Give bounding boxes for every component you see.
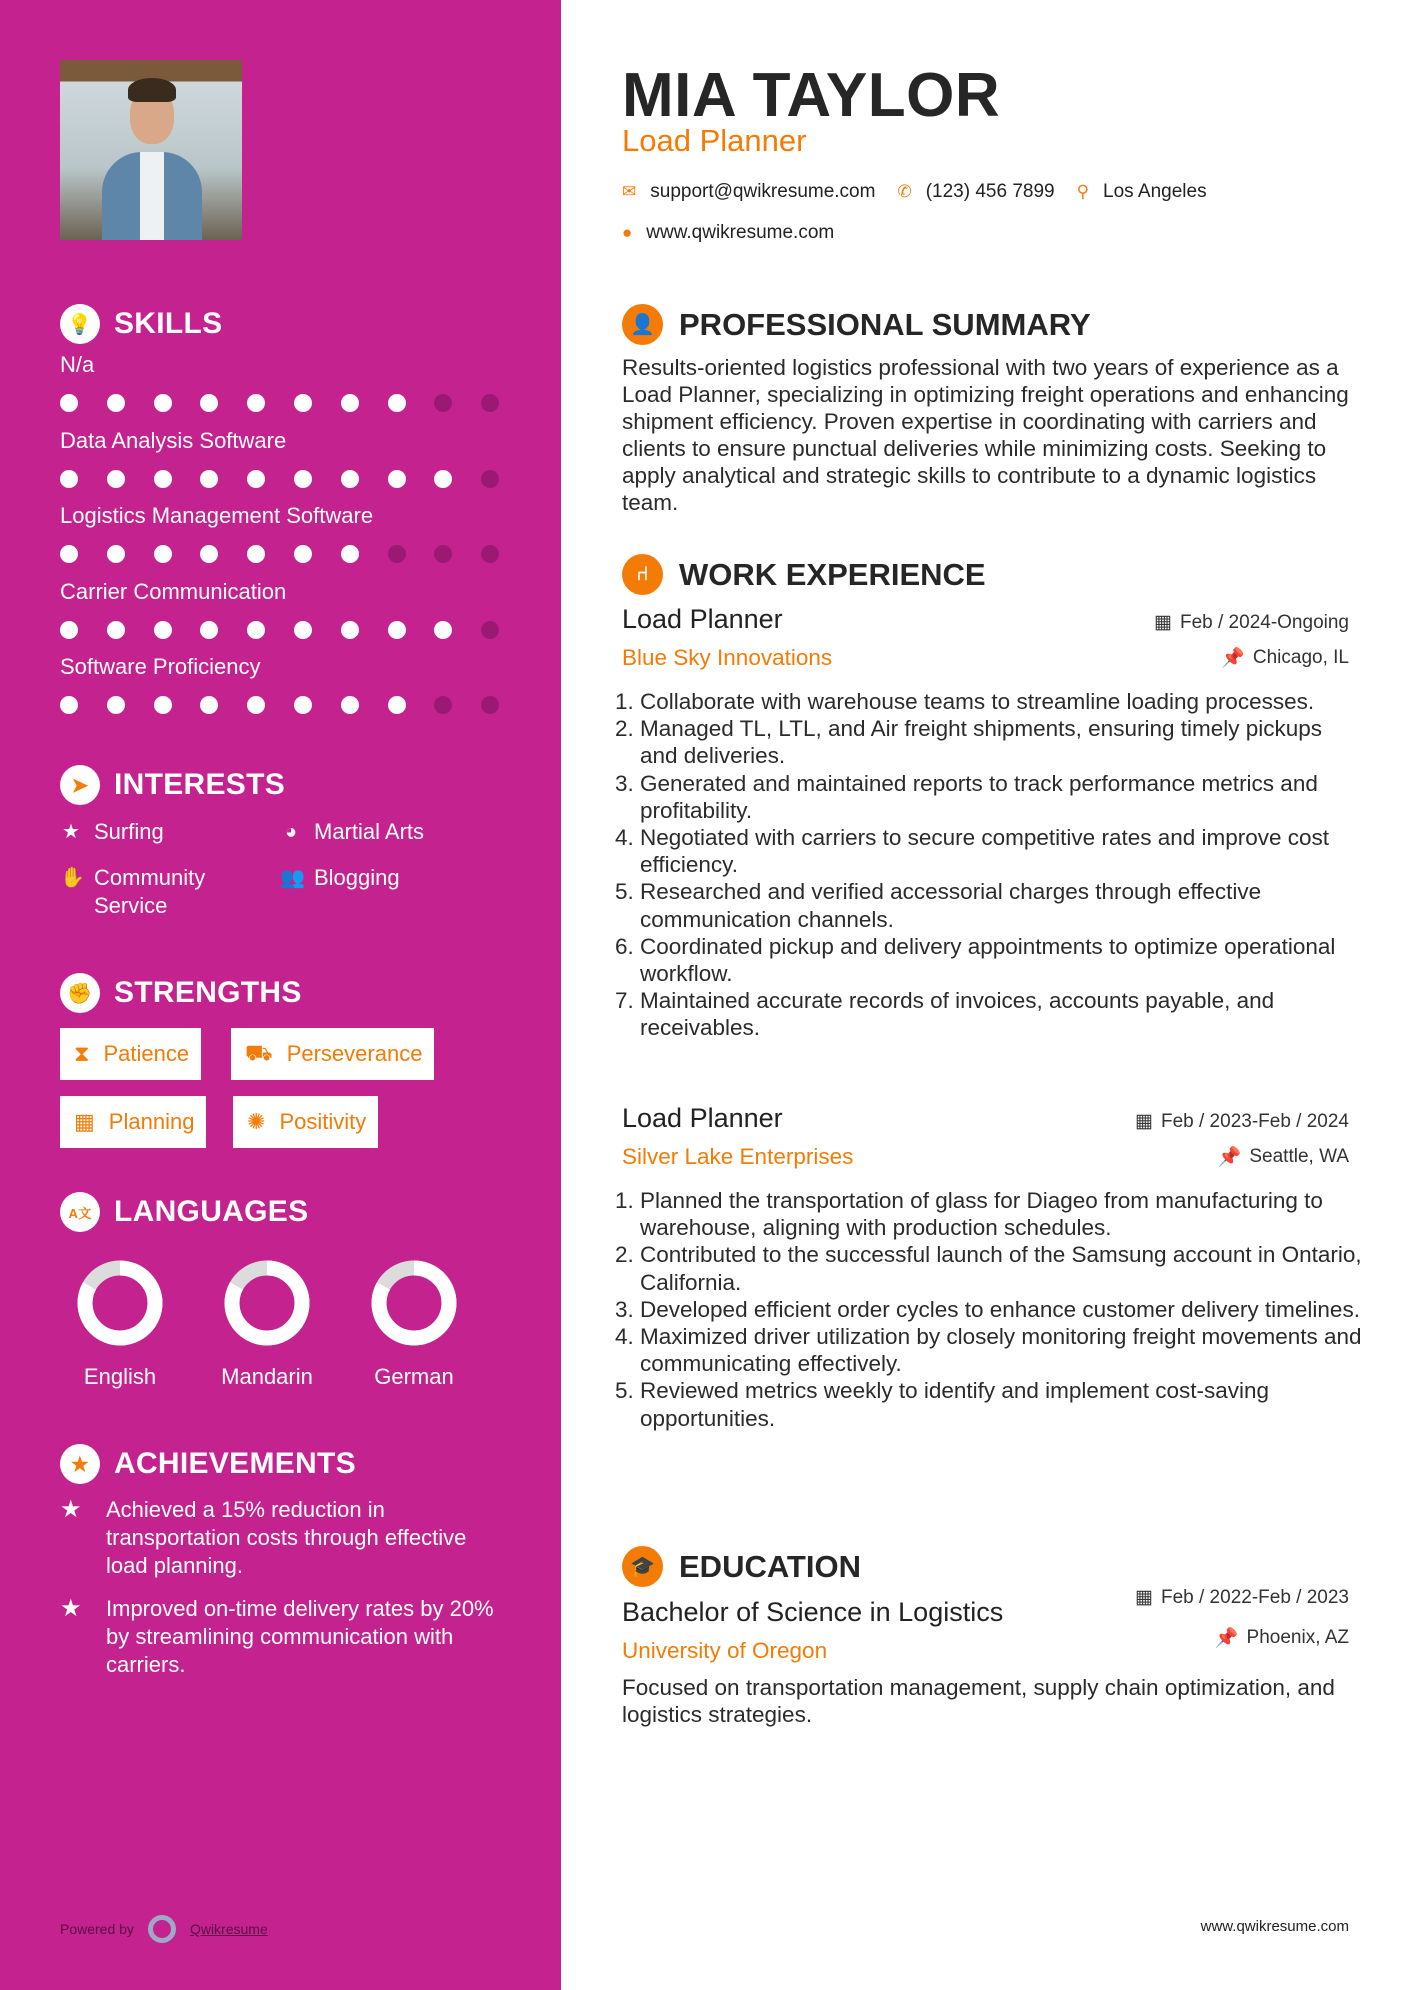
skill-rating [60, 696, 499, 714]
job-role: Load Planner [622, 604, 783, 634]
calendar-icon: ▦ [1154, 612, 1172, 633]
skill-dot [154, 545, 172, 563]
degree: Bachelor of Science in Logistics [622, 1597, 1004, 1627]
bullet-item: 4. Maximized driver utilization by closely monitoring freight movements and communicating effectively. [640, 1323, 1362, 1377]
skill-dot [247, 470, 265, 488]
education-text: Focused on transportation management, supply chain optimization, and logistics strategies. [622, 1675, 1335, 1727]
company-name: Blue Sky Innovations [622, 645, 833, 670]
experience-heading: ⑁ WORK EXPERIENCE [622, 554, 986, 595]
skill-dot [200, 696, 218, 714]
skill-dot [481, 621, 499, 639]
skill-rating [60, 621, 499, 639]
bullet-item: 6. Coordinated pickup and delivery appointments to optimize operational workflow. [640, 933, 1362, 987]
user-icon: 👤 [622, 304, 663, 345]
strength-chip: ▦ Planning [60, 1096, 206, 1148]
lightbulb-icon: 💡 [60, 304, 100, 344]
skill-dot [388, 545, 406, 563]
qwikresume-logo-icon [148, 1915, 176, 1943]
job-role: Load Planner [622, 1103, 783, 1133]
skill-dot [247, 394, 265, 412]
achievement-item: ★ Improved on-time delivery rates by 20% by streamlining communication with carriers. [60, 1595, 494, 1677]
skill-dot [434, 545, 452, 563]
hand-icon: ✋ [60, 867, 85, 889]
school: University of Oregon [622, 1638, 828, 1663]
map-pin-icon: ⚲ [1076, 182, 1090, 201]
skill-dot [434, 470, 452, 488]
profile-photo [60, 60, 242, 240]
skill-rating [60, 394, 499, 412]
bullet-item: 5. Researched and verified accessorial charges through effective communication channels. [640, 878, 1362, 932]
shooting-star-icon: ★ [60, 1496, 82, 1523]
bullet-item: 7. Maintained accurate records of invoices, accounts payable, and receivables. [640, 987, 1362, 1041]
bullet-item: 5. Reviewed metrics weekly to identify and implement cost-saving opportunities. [640, 1377, 1362, 1431]
skill-dot [200, 545, 218, 563]
skill-dot [60, 470, 78, 488]
skill-name: N/a [60, 352, 95, 377]
skill-dot [341, 621, 359, 639]
skill-name: Software Proficiency [60, 654, 261, 679]
strength-chip: ⧗ Patience [60, 1028, 201, 1080]
calendar-icon: ▦ [1135, 1587, 1153, 1608]
summary-text: Results-oriented logistics professional with two years of experience as a Load Planner, specializing in optimizing freight operations and enhancing shipment efficiency. Proven expertise in coordinating with carriers and clients to ensure punctual deliveries while minimizing costs. Seeking to apply analytical and strategic skills to contribute to a dynamic logistics team. [622, 355, 1349, 515]
language-name: Mandarin [221, 1364, 313, 1389]
calendar-icon: ▦ [74, 1109, 95, 1134]
languages-heading: A文 LANGUAGES [60, 1192, 308, 1232]
skill-dot [154, 696, 172, 714]
education-location: 📌 Phoenix, AZ [1214, 1627, 1349, 1649]
bullet-item: 2. Managed TL, LTL, and Air freight shipments, ensuring timely pickups and deliveries. [640, 715, 1362, 769]
skills-heading: 💡 SKILLS [60, 304, 222, 344]
skill-dot [247, 621, 265, 639]
skill-rating [60, 470, 499, 488]
footer-website[interactable]: www.qwikresume.com [1200, 1918, 1349, 1935]
skill-dot [294, 621, 312, 639]
job-location: 📌 Chicago, IL [1221, 647, 1349, 669]
star-icon: ★ [62, 821, 80, 843]
strength-chip: ✺ Positivity [233, 1096, 378, 1148]
job-dates: ▦ Feb / 2023-Feb / 2024 [1135, 1110, 1349, 1132]
pushpin-icon: 📌 [1217, 1147, 1242, 1168]
job-location: 📌 Seattle, WA [1217, 1146, 1349, 1168]
interest-item: ◕ Martial Arts [280, 818, 520, 846]
language-name: English [83, 1364, 157, 1389]
skill-rating [60, 545, 499, 563]
skill-dot [107, 696, 125, 714]
envelope-icon: ✉ [622, 182, 637, 201]
company-name: Silver Lake Enterprises [622, 1144, 854, 1169]
skill-dot [481, 696, 499, 714]
skill-dot [107, 545, 125, 563]
skill-dot [434, 696, 452, 714]
globe-icon: ● [622, 223, 633, 242]
contact-row [622, 181, 1207, 203]
job-bullets [622, 1187, 1362, 1432]
skill-dot [60, 394, 78, 412]
language-icon: A文 [60, 1192, 100, 1232]
strengths-heading: ✊ STRENGTHS [60, 973, 302, 1013]
globe-icon: ◕ [284, 821, 298, 843]
website-row [622, 222, 834, 244]
bullet-item: 3. Developed efficient order cycles to enhance customer delivery timelines. [640, 1296, 1362, 1323]
skill-dot [107, 621, 125, 639]
language-donut [75, 1258, 165, 1348]
skill-dot [247, 545, 265, 563]
skill-dot [154, 621, 172, 639]
summary-heading: 👤 PROFESSIONAL SUMMARY [622, 304, 1091, 345]
interests-heading: ➤ INTERESTS [60, 765, 285, 805]
bullet-item: 3. Generated and maintained reports to track performance metrics and profitability. [640, 770, 1362, 824]
skill-dot [200, 621, 218, 639]
shooting-star-icon: ★ [60, 1444, 100, 1484]
skill-dot [107, 470, 125, 488]
skill-dot [481, 545, 499, 563]
phone-icon: ✆ [897, 182, 912, 201]
fist-icon: ✊ [60, 973, 100, 1013]
chair-icon: ⑁ [622, 554, 663, 595]
skill-dot [60, 696, 78, 714]
strength-chip: ⛟ Perseverance [231, 1028, 434, 1080]
skill-dot [388, 621, 406, 639]
skill-dot [200, 470, 218, 488]
job-title: Load Planner [622, 123, 807, 158]
pushpin-icon: 📌 [1221, 648, 1245, 669]
paper-plane-icon: ➤ [60, 765, 100, 805]
skill-dot [107, 394, 125, 412]
skill-dot [341, 470, 359, 488]
calendar-icon: ▦ [1135, 1111, 1153, 1132]
skill-dot [294, 696, 312, 714]
language-donut [222, 1258, 312, 1348]
achievement-item: ★ Achieved a 15% reduction in transportation costs through effective load planning. [60, 1496, 467, 1578]
skill-name: Data Analysis Software [60, 427, 287, 453]
skill-dot [434, 394, 452, 412]
sun-icon: ✺ [247, 1109, 266, 1134]
skill-dot [341, 394, 359, 412]
users-icon: 👥 [280, 867, 305, 889]
skill-dot [341, 696, 359, 714]
website[interactable]: www.qwikresume.com [646, 222, 835, 243]
phone: (123) 456 7899 [925, 181, 1055, 202]
skill-name: Carrier Communication [60, 578, 287, 604]
bullet-item: 1. Collaborate with warehouse teams to streamline loading processes. [640, 688, 1362, 715]
road-icon: ⛟ [245, 1039, 273, 1065]
skill-dot [294, 470, 312, 488]
shooting-star-icon: ★ [60, 1595, 82, 1622]
skill-dot [247, 696, 265, 714]
qwikresume-link[interactable]: Qwikresume [189, 1921, 268, 1937]
skill-dot [481, 394, 499, 412]
pushpin-icon: 📌 [1214, 1628, 1239, 1649]
skill-dot [388, 394, 406, 412]
skill-dot [200, 394, 218, 412]
skill-dot [60, 545, 78, 563]
skill-dot [388, 470, 406, 488]
job-bullets [622, 688, 1362, 1042]
skill-dot [294, 394, 312, 412]
skill-dot [388, 696, 406, 714]
skill-dot [154, 470, 172, 488]
skill-dot [434, 621, 452, 639]
powered-by: Powered by Qwikresume [60, 1915, 268, 1943]
bullet-item: 1. Planned the transportation of glass for Diageo from manufacturing to warehouse, aligning with production schedules. [640, 1187, 1362, 1241]
language-name: German [374, 1364, 454, 1389]
bullet-item: 2. Contributed to the successful launch of the Samsung account in Ontario, California. [640, 1241, 1362, 1295]
skill-dot [294, 545, 312, 563]
interest-item: ★ Surfing [60, 818, 250, 846]
interest-item: 👥 Blogging [280, 865, 400, 890]
sidebar [0, 0, 561, 1990]
skill-dot [60, 621, 78, 639]
graduate-icon: 🎓 [622, 1546, 663, 1587]
email[interactable]: support@qwikresume.com [650, 181, 876, 202]
skill-dot [341, 545, 359, 563]
skill-name: Logistics Management Software [60, 503, 374, 528]
language-donut [369, 1258, 459, 1348]
skill-dot [481, 470, 499, 488]
interest-item: ✋ Community Service [60, 865, 206, 918]
location: Los Angeles [1103, 181, 1207, 202]
job-dates: ▦ Feb / 2024-Ongoing [1154, 611, 1349, 633]
bullet-item: 4. Negotiated with carriers to secure competitive rates and improve cost efficiency. [640, 824, 1362, 878]
candidate-name: MIA TAYLOR [622, 61, 1001, 130]
skill-dot [154, 394, 172, 412]
education-dates: ▦ Feb / 2022-Feb / 2023 [1135, 1586, 1349, 1608]
achievements-heading: ★ ACHIEVEMENTS [60, 1444, 356, 1484]
hourglass-icon: ⧗ [74, 1041, 90, 1066]
education-heading: 🎓 EDUCATION [622, 1546, 861, 1587]
